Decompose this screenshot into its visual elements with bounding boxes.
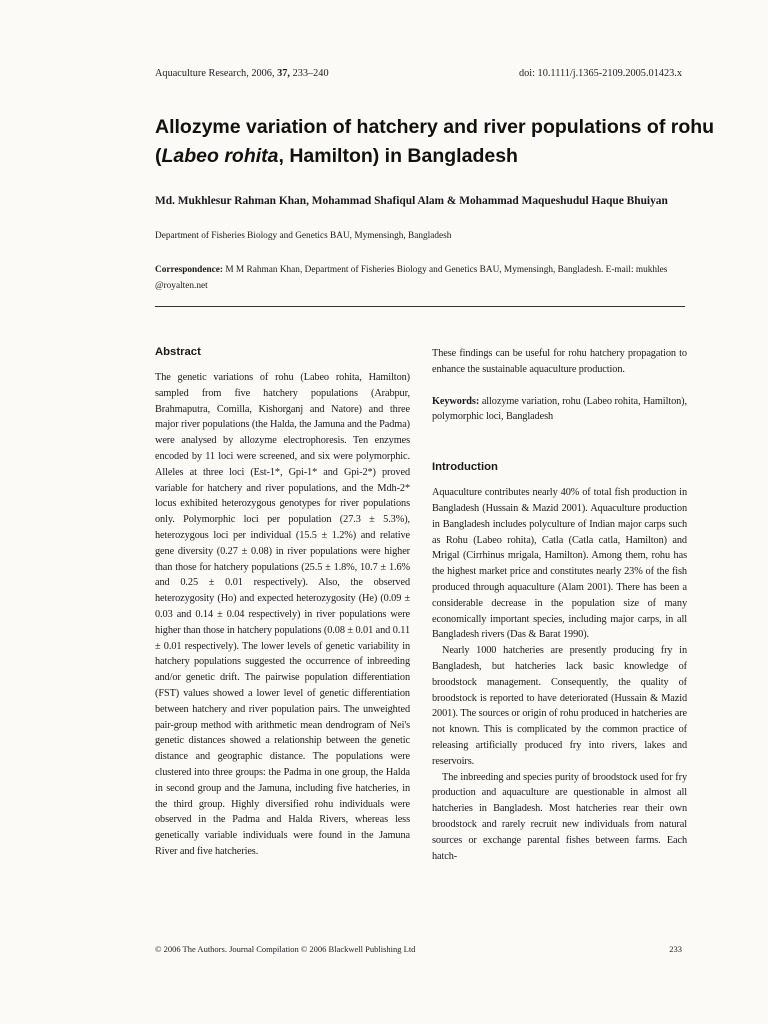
affiliation: Department of Fisheries Biology and Genetics BAU, Mymensingh, Bangladesh [155, 231, 452, 241]
introduction-heading: Introduction [432, 461, 498, 474]
journal-pages: 233–240 [292, 68, 329, 79]
title-species: Labeo rohita [161, 145, 279, 167]
intro-paragraph: Nearly 1000 hatcheries are presently producing fry in Bangladesh, but hatcheries lack basic knowledge of broodstock management. Consequently, the quality of broodstock is reported to have deteriorated (Hussain & Mazid 2001). The sources or origin of rohu produced in hatcheries are not known. This is complicated by the common practice of releasing artificially produced fry into rivers, lakes and reservoirs. [432, 645, 687, 767]
abstract-text: The genetic variations of rohu (Labeo rohita, Hamilton) sampled from five hatchery populations (Arabpur, Brahmaputra, Comilla, Kishorganj and Natore) and three major river populations (the Halda, the Jamuna and the Padma) were analysed by allozyme electrophoresis. Ten enzymes encoded by 11 loci were screened, and six were polymorphic. Alleles at three loci (Est-1*, Gpi-1* and Gpi-2*) proved variable for hatchery and river populations, and the Mdh-2* locus exhibited heterozygous genotypes for river populations only. Polymorphic loci per population (27.3 ± 5.3%), heterozygous loci per individual (15.5 ± 1.2%) and relative gene diversity (0.27 ± 0.08) in river populations were higher than those for hatchery populations (25.5 ± 1.8%, 10.7 ± 1.6% and 0.25 ± 0.01 respectively). Also, the observed heterozygosity (Ho) and expected heterozygosity (He) (0.09 ± 0.03 and 0.14 ± 0.04 respectively) in river populations were higher than those in hatchery populations (0.08 ± 0.01 and 0.11 ± 0.01 respectively). The lower levels of genetic variability in hatchery populations suggested the occurrence of inbreeding and/or genetic drift. The pairwise population differentiation (FST) values showed a lower level of genetic differentiation between hatchery and river population pairs. The unweighted pair-group method with arithmetic mean dendrogram of Nei's genetic distances showed a relationship between the genetic distance and geographic distance. The populations were clustered into three groups: the Padma in one group, the Halda in second group and the Jamuna, including five hatcheries, in the third group. Highly diversified rohu individuals were observed in the Padma and Halda Rivers, whereas less genetically variable individuals were found in the Jamuna River and five hatcheries. [155, 372, 410, 857]
keywords-label: Keywords: [432, 395, 480, 407]
left-column [155, 346, 410, 860]
correspondence-text[interactable]: M M Rahman Khan, Department of Fisheries Biology and Genetics BAU, Mymensingh, Bangladesh. E-mail: mukhles @royalten.net [155, 265, 668, 291]
copyright-notice: © 2006 The Authors. Journal Compilation © 2006 Blackwell Publishing Ltd [155, 944, 416, 954]
right-column [432, 346, 687, 864]
abstract-heading: Abstract [155, 346, 201, 358]
header-divider [155, 306, 685, 307]
journal-name: Aquaculture Research, [155, 68, 249, 79]
correspondence [155, 262, 687, 294]
journal-year: 2006, [251, 68, 275, 79]
title-text-1: Allozyme variation of hatchery and river populations of rohu ( [155, 116, 715, 167]
page-number: 233 [669, 944, 682, 954]
author-list: Md. Mukhlesur Rahman Khan, Mohammad Shafiqul Alam & Mohammad Maqueshudul Haque Bhuiyan [155, 195, 668, 207]
correspondence-label: Correspondence: [155, 265, 223, 275]
article-title [155, 113, 715, 171]
journal-citation [155, 68, 329, 79]
page-footer [155, 944, 682, 954]
running-header [155, 68, 682, 79]
keywords-text: allozyme variation, rohu (Labeo rohita, Hamilton), polymorphic loci, Bangladesh [432, 395, 687, 423]
intro-paragraph: The inbreeding and species purity of broodstock used for fry production and aquaculture are questionable in almost all hatcheries in Bangladesh. Most hatcheries rear their own broodstock and rarely recruit new individuals from natural sources or exchange parental fishes between farms. Each hatch- [432, 771, 687, 862]
keywords [432, 394, 687, 426]
journal-volume: 37, [277, 68, 290, 79]
intro-paragraph: Aquaculture contributes nearly 40% of total fish production in Bangladesh (Hussain & Mazid 2001). Aquaculture production in Bangladesh includes polyculture of Indian major carps such as Rohu (Labeo rohita), Catla (Catla catla, Hamilton) and Mrigal (Cirrhinus mrigala, Hamilton). Among them, rohu has the highest market price and constitutes nearly 23% of the fish produced through aquaculture (Alam 2001). There has been a considerable decrease in the population size of many economically important species, including major carps, in all Bangladesh rivers (Das & Barat 1990). [432, 487, 687, 641]
title-text-2: , Hamilton) in Bangladesh [278, 145, 518, 167]
abstract-continuation: These findings can be useful for rohu hatchery propagation to enhance the sustainable aquaculture production. [432, 348, 687, 375]
doi-link[interactable]: doi: 10.1111/j.1365-2109.2005.01423.x [518, 68, 682, 79]
